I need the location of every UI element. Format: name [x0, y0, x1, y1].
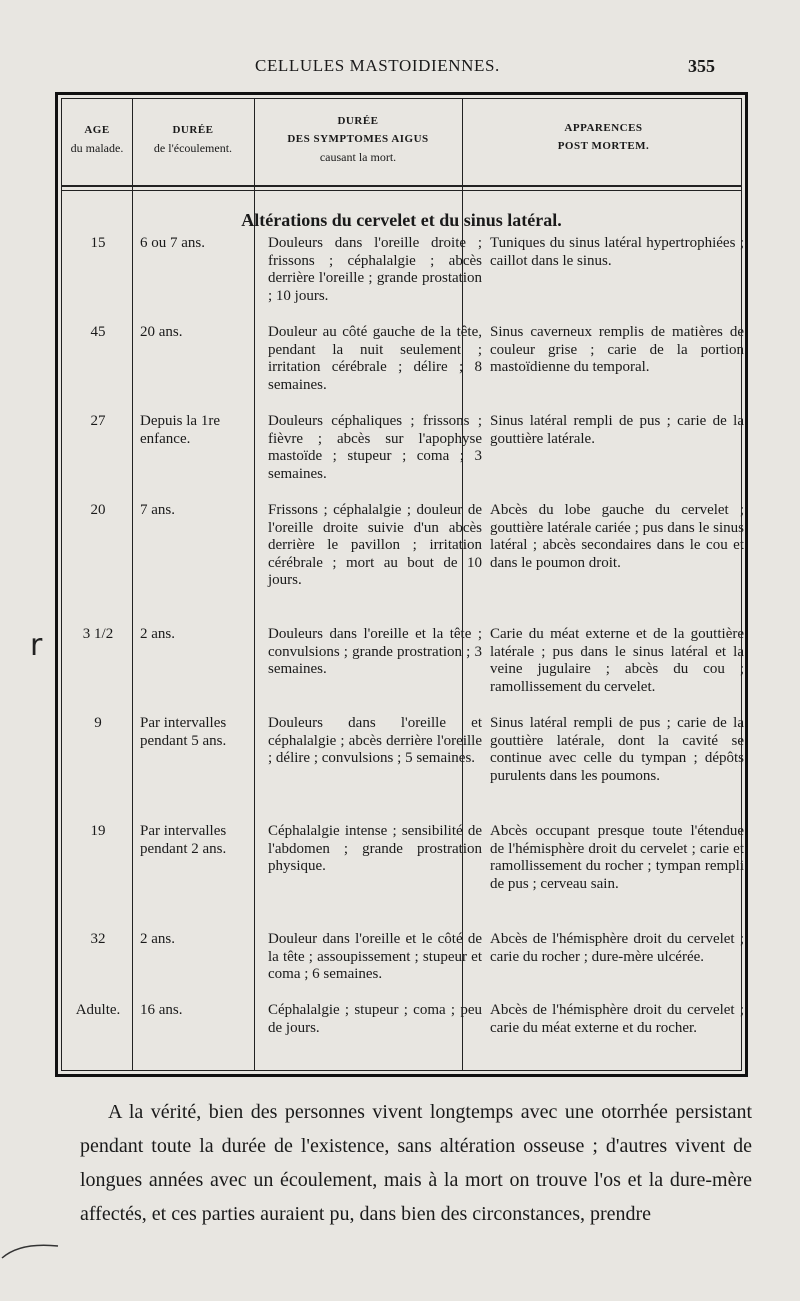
section-title: Altérations du cervelet et du sinus latéral.: [241, 210, 562, 230]
cell-duree: Par intervalles pendant 2 ans.: [140, 823, 227, 857]
cell-duree: 2 ans.: [140, 931, 175, 947]
cell-symptomes: Céphalalgie intense ; sensibilité de l'abdomen ; grande prostration physique.: [268, 823, 482, 874]
cell-symptomes: Frissons ; céphalalgie ; douleur de l'oreille droite suivie d'un abcès derrière le pavillon ; irritation cérébrale ; mort au bout de 10 jours.: [268, 502, 482, 588]
header-apparences: APPARENCES POST MORTEM.: [557, 122, 650, 152]
cell-age: 3 1/2: [82, 626, 114, 642]
cell-duree: 6 ou 7 ans.: [140, 235, 205, 251]
cell-age: 27: [90, 413, 106, 429]
cell-apparences: Sinus latéral rempli de pus ; carie de la gouttière latérale.: [490, 413, 744, 447]
cell-apparences: Abcès du lobe gauche du cervelet ; gouttière latérale cariée ; pus dans le sinus latéral ; abcès secondaires dans le cou et dans le poumon droit.: [490, 502, 744, 571]
header-rule: [62, 185, 741, 187]
cell-duree: 20 ans.: [140, 324, 183, 340]
cell-symptomes: Douleur dans l'oreille et le côté de la tête ; assoupissement ; stupeur et coma ; 6 semaines.: [268, 931, 482, 982]
cell-apparences: Carie du méat externe et de la gouttière latérale ; pus dans le sinus latéral et la veine jugulaire ; abcès du cou ; ramollissement du cervelet.: [490, 626, 744, 695]
cell-apparences: Sinus caverneux remplis de matières de couleur grise ; carie de la portion mastoïdienne du temporal.: [490, 324, 744, 375]
cell-age: 45: [90, 324, 106, 340]
header-duree-ecoulement: DURÉE de l'écoulement.: [153, 124, 233, 155]
cell-age: 32: [90, 931, 106, 947]
cell-symptomes: Douleurs dans l'oreille et la tête ; convulsions ; grande prostration ; 3 semaines.: [268, 626, 482, 677]
cell-symptomes: Douleurs dans l'oreille et céphalalgie ; abcès derrière l'oreille ; délire ; convulsions ; 5 semaines.: [268, 715, 482, 766]
header-age: AGE du malade.: [70, 124, 124, 155]
table-inner: [61, 98, 742, 1071]
cell-duree: Depuis la 1re enfance.: [140, 413, 220, 447]
header-duree-symptomes: DURÉE DES SYMPTOMES AIGUS causant la mort.: [287, 115, 429, 164]
body-paragraph: [80, 1095, 752, 1231]
cell-symptomes: Douleur au côté gauche de la tête, pendant la nuit seulement ; irritation cérébrale ; délire ; 8 semaines.: [268, 324, 482, 393]
cell-apparences: Abcès de l'hémisphère droit du cervelet ; carie du rocher ; dure-mère ulcérée.: [490, 931, 744, 965]
handwritten-margin-mark: r: [30, 628, 43, 663]
cell-age: Adulte.: [75, 1002, 121, 1018]
page-header: [0, 52, 800, 82]
cell-duree: 2 ans.: [140, 626, 175, 642]
cell-symptomes: Douleurs céphaliques ; frissons ; fièvre ; abcès sur l'apophyse mastoïde ; stupeur ; coma ; 3 semaines.: [268, 413, 482, 482]
paragraph-text: A la vérité, bien des personnes vivent longtemps avec une otorrhée persistant pendant toute la durée de l'existence, sans altération osseuse ; d'autres vivent de longues années avec un écoulement, mais à la mort on trouve l'os et la dure-mère affectés, et ces parties auraient pu, dans bien des circonstances, prendre: [80, 1101, 752, 1225]
cell-age: 9: [94, 715, 102, 731]
cell-apparences: Abcès de l'hémisphère droit du cervelet ; carie du méat externe et du rocher.: [490, 1002, 744, 1036]
cell-apparences: Sinus latéral rempli de pus ; carie de la gouttière latérale, dont la cavité se continue avec celle du tympan ; dépôts purulents dans les poumons.: [490, 715, 744, 784]
running-head: CELLULES MASTOIDIENNES.: [255, 56, 500, 75]
cell-age: 19: [90, 823, 106, 839]
cell-apparences: Abcès occupant presque toute l'étendue de l'hémisphère droit du cervelet ; carie et ramollissement du rocher ; tympan rempli de pus ; cerveau sain.: [490, 823, 744, 892]
cell-age: 15: [90, 235, 106, 251]
symptoms-table: [55, 92, 748, 1077]
handwritten-curve-mark: [0, 1236, 60, 1266]
cell-duree: Par intervalles pendant 5 ans.: [140, 715, 227, 749]
cell-duree: 7 ans.: [140, 502, 175, 518]
cell-age: 20: [90, 502, 106, 518]
header-rule-thin: [62, 190, 741, 191]
cell-duree: 16 ans.: [140, 1002, 183, 1018]
page-number: 355: [688, 56, 715, 76]
cell-symptomes: Céphalalgie ; stupeur ; coma ; peu de jours.: [268, 1002, 482, 1036]
cell-symptomes: Douleurs dans l'oreille droite ; frissons ; céphalalgie ; abcès derrière l'oreille ; grande prostation ; 10 jours.: [268, 235, 482, 304]
cell-apparences: Tuniques du sinus latéral hypertrophiées ; caillot dans le sinus.: [490, 235, 744, 269]
